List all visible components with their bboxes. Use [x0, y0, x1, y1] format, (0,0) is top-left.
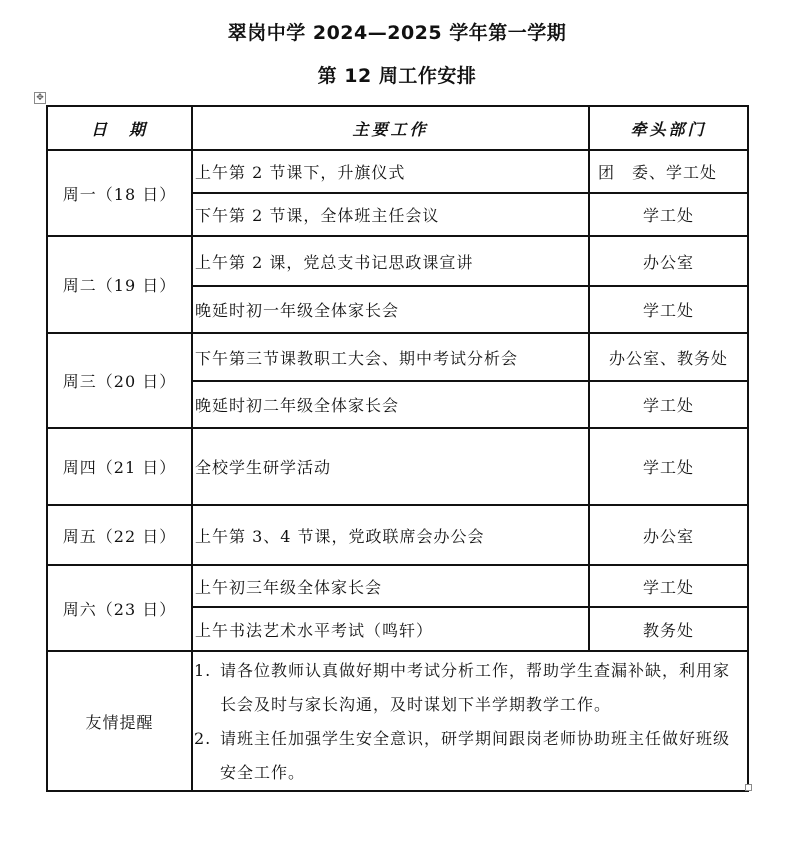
table-move-handle-icon[interactable]: ✥ [34, 92, 46, 104]
work-cell: 全校学生研学活动 [192, 428, 589, 505]
dept-cell: 学工处 [589, 286, 748, 333]
tip-text: 请班主任加强学生安全意识，研学期间跟岗老师协助班主任做好班级安全工作。 [220, 729, 731, 782]
tip-number: 2. [194, 729, 212, 748]
document-subtitle: 第 12 周工作安排 [317, 65, 477, 87]
work-cell: 上午书法艺术水平考试（鸣轩） [192, 607, 589, 651]
date-cell: 周三（20 日） [47, 333, 192, 428]
tip-text: 请各位教师认真做好期中考试分析工作，帮助学生查漏补缺，利用家长会及时与家长沟通，及时谋划下半学期教学工作。 [220, 661, 731, 714]
dept-cell: 学工处 [589, 193, 748, 236]
date-cell: 周四（21 日） [47, 428, 192, 505]
table-row [47, 428, 748, 505]
work-cell: 上午初三年级全体家长会 [192, 565, 589, 607]
work-cell: 下午第 2 节课，全体班主任会议 [192, 193, 589, 236]
table-header-row [47, 106, 748, 150]
work-cell: 晚延时初二年级全体家长会 [192, 381, 589, 428]
work-cell: 上午第 3、4 节课，党政联席会办公会 [192, 505, 589, 565]
table-row [47, 236, 748, 286]
date-cell: 周五（22 日） [47, 505, 192, 565]
header-date: 日 期 [47, 106, 192, 150]
table-row [47, 505, 748, 565]
table-row [47, 565, 748, 607]
table-row [47, 150, 748, 193]
date-cell: 周六（23 日） [47, 565, 192, 651]
dept-cell: 办公室 [589, 505, 748, 565]
table-row [47, 333, 748, 381]
tip-number: 1. [194, 661, 212, 680]
tips-cell [192, 651, 748, 791]
tip-item [194, 722, 745, 790]
work-cell: 上午第 2 课，党总支书记思政课宣讲 [192, 236, 589, 286]
tips-row [47, 651, 748, 791]
dept-cell: 教务处 [589, 607, 748, 651]
dept-cell: 办公室、教务处 [589, 333, 748, 381]
dept-cell: 学工处 [589, 381, 748, 428]
work-cell: 下午第三节课教职工大会、期中考试分析会 [192, 333, 589, 381]
header-department: 牵头部门 [589, 106, 748, 150]
date-cell: 周一（18 日） [47, 150, 192, 236]
tip-item [194, 654, 745, 722]
dept-cell: 学工处 [589, 428, 748, 505]
header-main-work: 主要工作 [192, 106, 589, 150]
dept-cell: 学工处 [589, 565, 748, 607]
dept-cell: 办公室 [589, 236, 748, 286]
schedule-table [46, 105, 749, 792]
work-cell: 上午第 2 节课下，升旗仪式 [192, 150, 589, 193]
table-resize-handle-icon[interactable] [745, 784, 752, 791]
tips-label: 友情提醒 [47, 651, 192, 791]
document-title: 翠岗中学 2024—2025 学年第一学期 [227, 22, 567, 44]
dept-cell: 团 委、学工处 [589, 150, 748, 193]
date-cell: 周二（19 日） [47, 236, 192, 333]
work-cell: 晚延时初一年级全体家长会 [192, 286, 589, 333]
